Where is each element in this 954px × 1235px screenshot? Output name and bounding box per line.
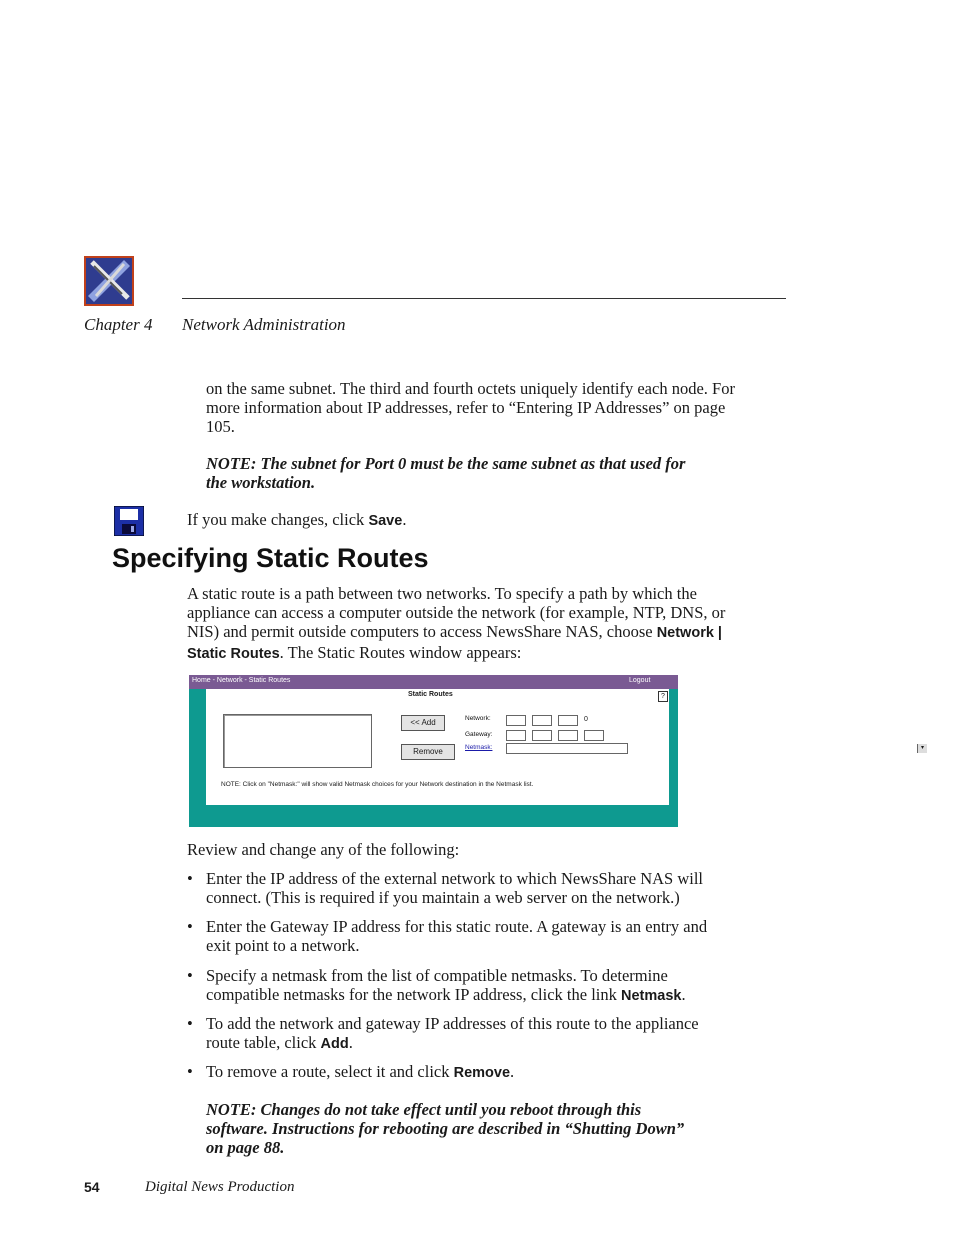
paragraph-text: A static route is a path between two networks. To specify a path by which the appliance can access a computer outside the network (for example, NTP, DNS, or NIS) and permit outside computers to access NewsShare NAS, choose	[187, 584, 726, 641]
bullet: •	[187, 917, 193, 936]
subnet-note: NOTE: The subnet for Port 0 must be the same subnet as that used for the workstation.	[206, 454, 686, 492]
menu-path: Network | Static Routes	[187, 625, 722, 662]
review-lead: Review and change any of the following:	[187, 840, 460, 859]
bullet: •	[187, 869, 193, 888]
chevron-down-icon[interactable]: ▾	[917, 744, 927, 753]
static-routes-panel	[206, 689, 924, 805]
item-bold: Remove	[453, 1065, 511, 1081]
paragraph-end: . The Static Routes window appears:	[279, 643, 522, 662]
breadcrumb[interactable]: Home - Network - Static Routes	[192, 677, 291, 684]
save-instruction-text: If you make changes, click	[187, 510, 369, 529]
help-icon[interactable]: ?	[658, 691, 668, 702]
item-text: Enter the IP address of the external network to which NewsShare NAS will connect. (This is required if you maintain a web server on the network.)	[206, 869, 704, 907]
window-title-bar	[189, 675, 678, 689]
remove-button[interactable]: Remove	[401, 744, 455, 760]
save-instruction-end: .	[402, 510, 407, 529]
item-text: Enter the Gateway IP address for this static route. A gateway is an entry and exit point to a network.	[206, 917, 708, 955]
bullet: •	[187, 966, 193, 985]
item-end: .	[510, 1062, 515, 1081]
list-item-text	[206, 966, 732, 1006]
netmask-link[interactable]: Netmask:	[465, 744, 493, 751]
network-octet-4: 0	[584, 716, 588, 723]
item-bold: Netmask	[621, 988, 682, 1004]
gateway-octet-4-input[interactable]	[584, 730, 604, 741]
item-text: Specify a netmask from the list of compatible netmasks. To determine compatible netmasks for the network IP address, click the link	[206, 966, 668, 1004]
list-item-text	[206, 1062, 732, 1083]
chapter-title: Network Administration	[182, 315, 346, 334]
netmask-select[interactable]	[506, 743, 924, 754]
header-rule	[182, 298, 786, 299]
section-heading: Specifying Static Routes	[112, 543, 429, 573]
save-instruction	[187, 510, 406, 531]
gateway-octet-1-input[interactable]	[506, 730, 526, 741]
list-item-text	[206, 869, 732, 909]
network-octet-1-input[interactable]	[506, 715, 526, 726]
item-text: To add the network and gateway IP addresses of this route to the appliance route table, click	[206, 1014, 699, 1052]
static-routes-window-screenshot	[189, 675, 924, 827]
window-note: NOTE: Click on "Netmask:" will show valid Netmask choices for your Network destination in the Netmask list.	[221, 781, 534, 788]
intro-paragraph: on the same subnet. The third and fourth octets uniquely identify each node. For more information about IP addresses, refer to “Entering IP Addresses” on page 105.	[206, 379, 735, 436]
list-item-text	[206, 1014, 732, 1054]
network-octet-3-input[interactable]	[558, 715, 578, 726]
reboot-note: NOTE: Changes do not take effect until you reboot through this software. Instructions for rebooting are described in “Shutting Down” on page 88.	[206, 1100, 685, 1157]
item-bold: Add	[320, 1036, 349, 1052]
gateway-label: Gateway:	[465, 731, 493, 738]
network-label: Network:	[465, 715, 491, 722]
page-number: 54	[84, 1179, 100, 1195]
routes-list[interactable]	[223, 714, 372, 768]
gateway-octet-2-input[interactable]	[532, 730, 552, 741]
floppy-disk-icon	[114, 506, 144, 536]
bullet: •	[187, 1014, 193, 1033]
item-end: .	[348, 1033, 353, 1052]
static-routes-paragraph	[187, 584, 737, 664]
panel-title: Static Routes	[408, 691, 453, 698]
item-end: .	[681, 985, 686, 1004]
network-octet-2-input[interactable]	[532, 715, 552, 726]
list-item-text	[206, 917, 732, 957]
logout-link[interactable]: Logout	[629, 677, 651, 684]
chapter-label: Chapter 4	[84, 315, 153, 334]
add-button[interactable]: << Add	[401, 715, 445, 731]
save-term: Save	[368, 513, 403, 529]
product-logo	[84, 256, 134, 306]
item-text: To remove a route, select it and click	[206, 1062, 454, 1081]
gateway-octet-3-input[interactable]	[558, 730, 578, 741]
footer-book-title: Digital News Production	[145, 1179, 295, 1195]
bullet: •	[187, 1062, 193, 1081]
